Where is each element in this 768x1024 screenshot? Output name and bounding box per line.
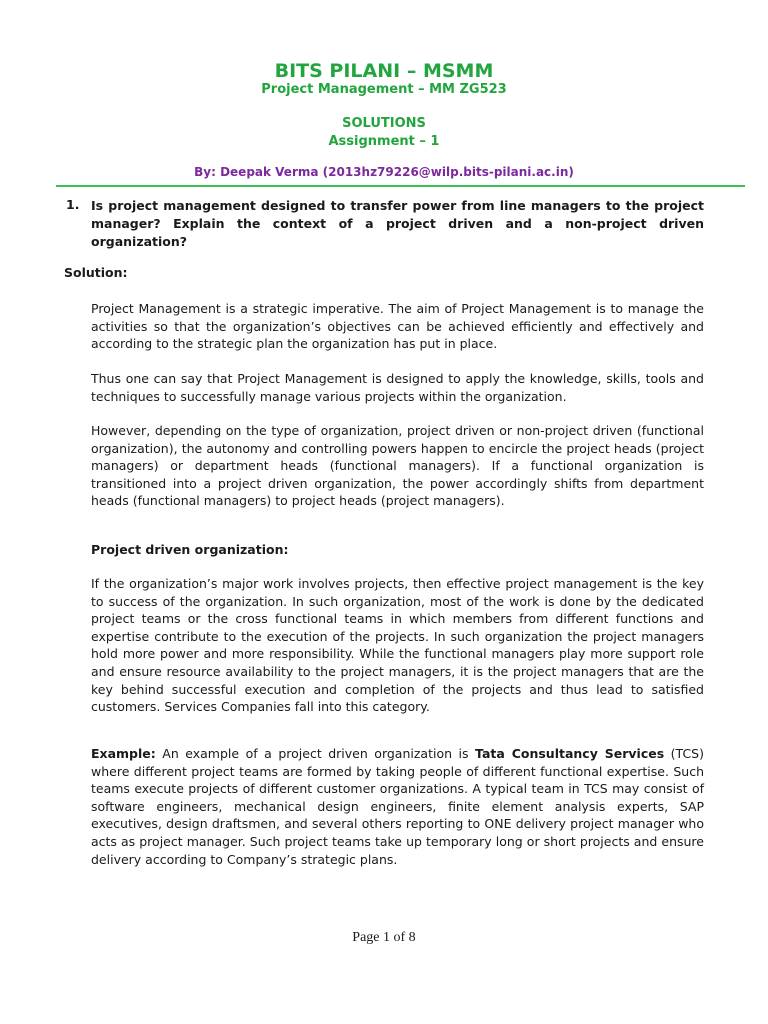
solution-label: Solution:: [64, 265, 128, 280]
question-number: 1.: [66, 197, 80, 212]
paragraph: Project Management is a strategic imperative. The aim of Project Management is to manage the activities so that the organization’s objectives can be achieved efficiently and effectively and according to the strategic plan the organization has put in place.: [91, 301, 704, 352]
example-intro: An example of a project driven organization is: [155, 746, 476, 761]
section-heading: Project driven organization:: [91, 542, 289, 557]
example-company: Tata Consultancy Services: [475, 746, 665, 761]
header-divider: [56, 185, 745, 187]
example-rest: (TCS) where different project teams are formed by taking people of different functional expertise. Such teams execute projects of different customer organizations. A typical team in TCS may consist of software engineers, mechanical design engineers, finite element analysis experts, SAP executives, design draftsmen, and several others reporting to ONE delivery project manager who acts as project manager. Such project teams take up temporary long or short projects and ensure delivery according to Company’s strategic plans.: [91, 746, 704, 867]
assignment-heading: Assignment – 1: [328, 134, 440, 149]
solutions-heading: SOLUTIONS: [342, 116, 426, 131]
section-paragraph: If the organization’s major work involves projects, then effective project management is the key to success of the organization. In such organization, most of the work is done by the dedicated project teams or the cross functional teams in which members from different functions and expertise contribute to the execution of the projects. In such organization the project managers hold more power and more responsibility. While the functional managers play more support role and ensure resource availability to the project managers, it is the project managers that are the key behind successful execution and completion of the projects and thus lead to satisfied customers. Services Companies fall into this category.: [91, 576, 704, 715]
example-paragraph: [91, 745, 704, 868]
author-byline: By: Deepak Verma (2013hz79226@wilp.bits-pilani.ac.in): [194, 165, 574, 179]
document-title: BITS PILANI – MSMM: [274, 60, 494, 82]
question-text: Is project management designed to transfer power from line managers to the project manager? Explain the context of a project driven and a non-project driven organization?: [91, 198, 704, 249]
example-label: Example:: [91, 746, 156, 761]
paragraph: Thus one can say that Project Management is designed to apply the knowledge, skills, tools and techniques to successfully manage various projects within the organization.: [91, 371, 704, 404]
paragraph: However, depending on the type of organization, project driven or non-project driven (functional organization), the autonomy and controlling powers happen to encircle the project heads (project managers) or department heads (functional managers). If a functional organization is transitioned into a project driven organization, the power accordingly shifts from department heads (functional managers) to project heads (project managers).: [91, 423, 704, 509]
course-subtitle: Project Management – MM ZG523: [261, 82, 507, 97]
page-number: Page 1 of 8: [352, 930, 416, 945]
